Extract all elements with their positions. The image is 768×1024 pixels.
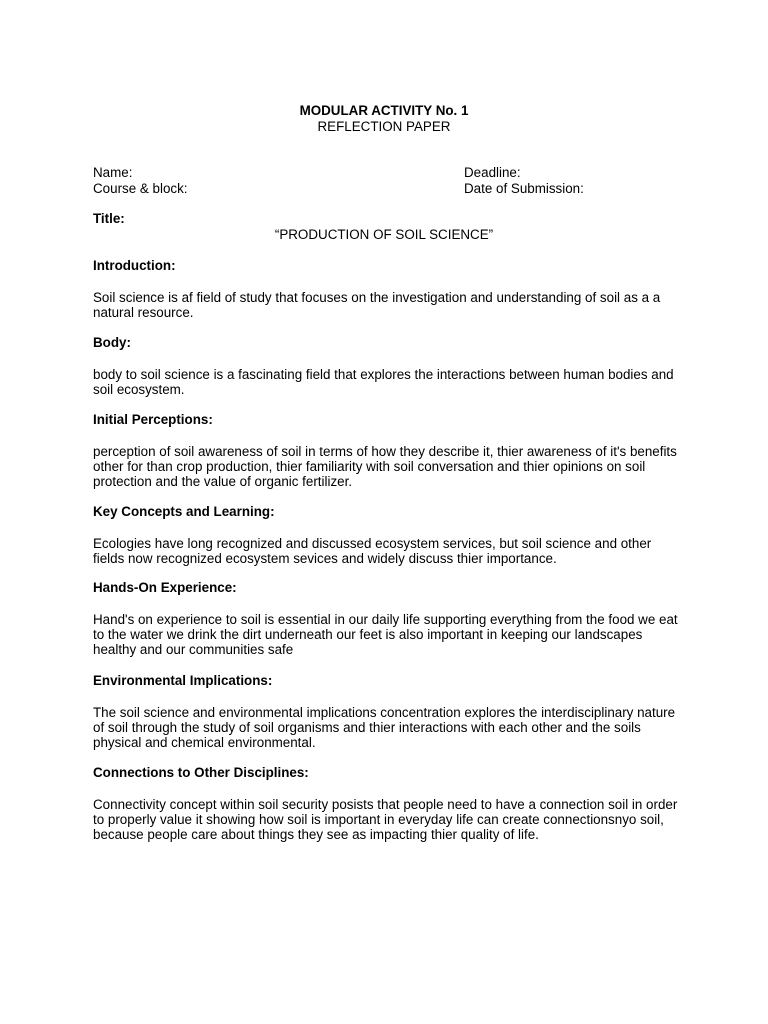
section-heading: Key Concepts and Learning: [93, 504, 275, 519]
section-body: Connectivity concept within soil security posists that people need to have a connection soil in order to properly value it showing how soil is important in everyday life can create connectionsnyo soil, because people care about things they see as impacting thier quality of life. [93, 796, 678, 843]
section-heading: Environmental Implications: [93, 673, 273, 688]
student-info [93, 165, 433, 196]
section-initial-perceptions [93, 412, 683, 490]
section-heading: Connections to Other Disciplines: [93, 765, 309, 780]
section-heading: Hands-On Experience: [93, 580, 237, 595]
section-body: Hand's on experience to soil is essential in our daily life supporting everything from the food we eat to the water we drink the dirt underneath our feet is also important in keeping our landscapes healthy and our communities safe [93, 611, 678, 658]
section-introduction [93, 258, 683, 320]
activity-title: MODULAR ACTIVITY No. 1 [299, 103, 469, 118]
title-label: Title: [93, 211, 125, 226]
section-heading: Introduction: [93, 258, 176, 273]
submission-date-label: Date of Submission: [464, 180, 584, 196]
deadline-label: Deadline: [464, 165, 521, 180]
section-heading: Body: [93, 335, 131, 350]
section-body: body to soil science is a fascinating field that explores the interactions between human bodies and soil ecosystem. [93, 366, 674, 397]
document-header [0, 103, 768, 135]
section-body: Ecologies have long recognized and discussed ecosystem services, but soil science and other fields now recognized ecosystem sevices and widely discuss thier importance. [93, 535, 652, 566]
name-label: Name: [93, 165, 133, 180]
course-block-label: Course & block: [93, 180, 188, 196]
paper-type: REFLECTION PAPER [317, 119, 451, 134]
section-body-part [93, 335, 683, 397]
section-connections [93, 765, 683, 843]
paper-title: “PRODUCTION OF SOIL SCIENCE” [274, 227, 494, 242]
section-body: The soil science and environmental implications concentration explores the interdisciplinary nature of soil through the study of soil organisms and thier interactions with each other and the soils physical and chemical environmental. [93, 704, 676, 751]
section-body: perception of soil awareness of soil in terms of how they describe it, thier awareness of it's benefits other for than crop production, thier familiarity with soil conversation and thier opinions on soil protection and the value of organic fertilizer. [93, 443, 677, 490]
date-info [464, 165, 724, 196]
section-key-concepts [93, 504, 683, 566]
section-heading: Initial Perceptions: [93, 412, 213, 427]
section-body: Soil science is af field of study that focuses on the investigation and understanding of soil as a a natural resource. [93, 289, 661, 320]
section-environmental [93, 673, 683, 751]
section-hands-on [93, 580, 683, 658]
